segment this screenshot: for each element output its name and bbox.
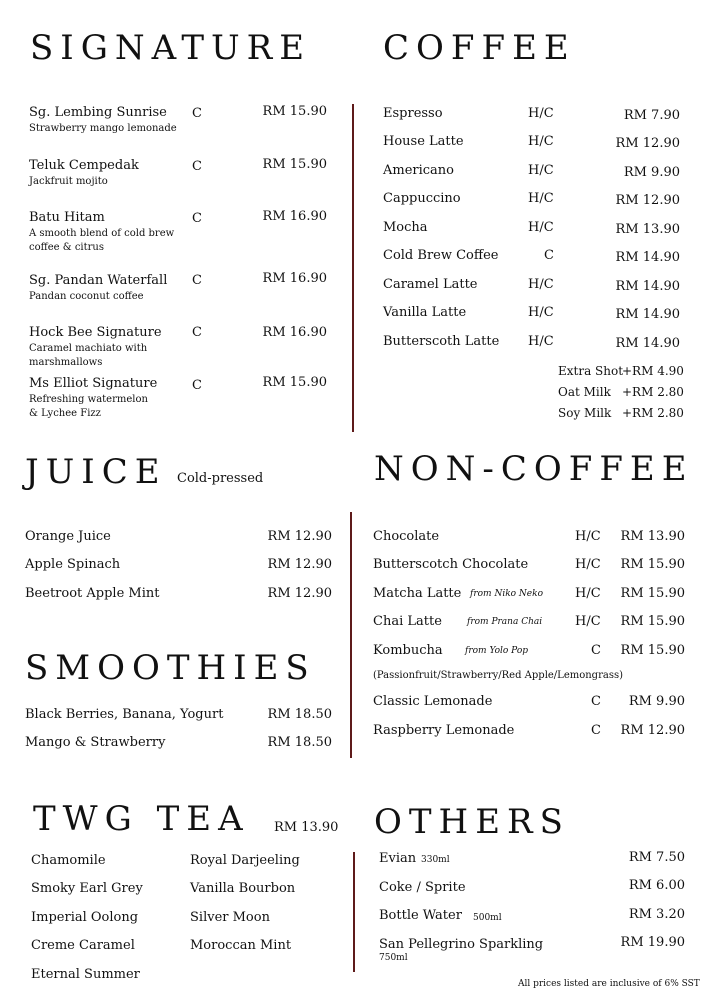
item-name: Bottle Water: [379, 908, 462, 923]
item-desc: Refreshing watermelon & Lychee Fizz: [29, 394, 148, 419]
item-name: Beetroot Apple Mint: [25, 586, 160, 601]
addon-name: Oat Milk: [558, 385, 611, 399]
juice-title: JUICE: [25, 452, 167, 492]
temp-label: H/C: [528, 134, 554, 149]
item-price: RM 16.90: [262, 325, 327, 340]
item-price: RM 13.90: [615, 222, 680, 237]
addon-price: +RM 2.80: [622, 385, 684, 399]
item-price: RM 7.90: [623, 108, 680, 123]
noncoffee-title: NON-COFFEE: [374, 449, 694, 489]
tea-name: Royal Darjeeling: [190, 853, 300, 868]
item-price: RM 14.90: [615, 250, 680, 265]
temp-label: C: [591, 643, 601, 658]
item-price: RM 3.20: [628, 907, 685, 922]
item-name: Chai Latte: [373, 614, 442, 629]
item-name: Kombucha: [373, 643, 443, 658]
temp-label: C: [192, 211, 202, 226]
item-price: RM 14.90: [615, 336, 680, 351]
item-name: Matcha Latte: [373, 586, 462, 601]
coffee-title: COFFEE: [383, 28, 576, 68]
item-name: Ms Elliot Signature: [29, 376, 158, 391]
item-name: Cold Brew Coffee: [383, 248, 499, 263]
temp-label: H/C: [528, 220, 554, 235]
item-name: Espresso: [383, 106, 443, 121]
twg-title: TWG TEA: [33, 799, 250, 839]
addon-name: Soy Milk: [558, 406, 612, 420]
item-price: RM 18.50: [267, 735, 332, 750]
item-price: RM 12.90: [267, 557, 332, 572]
item-desc: Jackfruit mojito: [29, 176, 108, 187]
item-name: Sg. Lembing Sunrise: [29, 105, 167, 120]
item-name: San Pellegrino Sparkling: [379, 937, 544, 952]
item-size: 500ml: [473, 913, 502, 923]
temp-label: C: [192, 273, 202, 288]
divider: [350, 512, 352, 758]
item-price: RM 12.90: [615, 136, 680, 151]
item-name: Classic Lemonade: [373, 694, 493, 709]
item-name: Evian: [379, 851, 417, 866]
item-price: RM 6.00: [628, 878, 685, 893]
others-title: OTHERS: [374, 802, 570, 842]
tea-name: Imperial Oolong: [31, 910, 139, 925]
temp-label: C: [192, 378, 202, 393]
item-source: from Prana Chai: [467, 617, 543, 627]
tea-name: Smoky Earl Grey: [31, 881, 143, 896]
item-price: RM 15.90: [620, 614, 685, 629]
item-price: RM 15.90: [262, 157, 327, 172]
item-price: RM 9.90: [623, 165, 680, 180]
item-name: Raspberry Lemonade: [373, 723, 515, 738]
item-name: Caramel Latte: [383, 277, 478, 292]
item-size: 330ml: [421, 855, 450, 865]
item-price: RM 14.90: [615, 307, 680, 322]
temp-label: C: [192, 325, 202, 340]
item-price: RM 19.90: [620, 935, 685, 950]
item-desc: A smooth blend of cold brew coffee & citrus: [29, 228, 175, 253]
item-name: Hock Bee Signature: [29, 325, 162, 340]
smoothies-title: SMOOTHIES: [25, 648, 316, 688]
item-price: RM 15.90: [620, 557, 685, 572]
item-desc: Pandan coconut coffee: [29, 291, 144, 302]
item-price: RM 7.50: [628, 850, 685, 865]
twg-price: RM 13.90: [274, 820, 339, 835]
temp-label: H/C: [528, 163, 554, 178]
item-price: RM 15.90: [262, 104, 327, 119]
item-price: RM 16.90: [262, 271, 327, 286]
item-name: Vanilla Latte: [383, 305, 467, 320]
item-price: RM 9.90: [628, 694, 685, 709]
divider: [353, 852, 355, 972]
kombucha-flavours: (Passionfruit/Strawberry/Red Apple/Lemongrass): [373, 670, 623, 681]
temp-label: C: [544, 248, 554, 263]
item-name: Sg. Pandan Waterfall: [29, 273, 168, 288]
addon-price: +RM 2.80: [622, 406, 684, 420]
item-name: House Latte: [383, 134, 464, 149]
item-name: Mocha: [383, 220, 428, 235]
tea-name: Creme Caramel: [31, 938, 135, 953]
temp-label: C: [192, 159, 202, 174]
item-name: Batu Hitam: [29, 210, 105, 225]
item-name: Black Berries, Banana, Yogurt: [25, 707, 224, 722]
item-name: Coke / Sprite: [379, 880, 466, 895]
item-name: Butterscoth Latte: [383, 334, 500, 349]
item-name: Orange Juice: [25, 529, 111, 544]
item-price: RM 15.90: [620, 643, 685, 658]
addon-price: +RM 4.90: [622, 364, 684, 378]
temp-label: C: [192, 106, 202, 121]
tea-name: Silver Moon: [190, 910, 270, 925]
divider: [352, 104, 354, 432]
temp-label: H/C: [528, 305, 554, 320]
signature-title: SIGNATURE: [30, 28, 312, 68]
tea-name: Chamomile: [31, 853, 106, 868]
item-desc: Strawberry mango lemonade: [29, 123, 177, 134]
tea-name: Vanilla Bourbon: [190, 881, 296, 896]
item-name: Cappuccino: [383, 191, 461, 206]
temp-label: H/C: [528, 191, 554, 206]
item-name: Mango & Strawberry: [25, 735, 166, 750]
item-price: RM 15.90: [262, 375, 327, 390]
temp-label: C: [591, 723, 601, 738]
temp-label: H/C: [528, 334, 554, 349]
tea-name: Moroccan Mint: [190, 938, 292, 953]
temp-label: H/C: [528, 106, 554, 121]
temp-label: H/C: [575, 557, 601, 572]
addon-name: Extra Shot: [558, 364, 624, 378]
item-source: from Niko Neko: [470, 589, 544, 599]
item-price: RM 12.90: [620, 723, 685, 738]
item-price: RM 12.90: [615, 193, 680, 208]
temp-label: C: [591, 694, 601, 709]
temp-label: H/C: [575, 614, 601, 629]
temp-label: H/C: [528, 277, 554, 292]
item-price: RM 15.90: [620, 586, 685, 601]
footer-note: All prices listed are inclusive of 6% SST: [518, 979, 700, 989]
item-price: RM 14.90: [615, 279, 680, 294]
tea-name: Eternal Summer: [31, 967, 140, 982]
temp-label: H/C: [575, 529, 601, 544]
item-name: Butterscotch Chocolate: [373, 557, 529, 572]
item-price: RM 13.90: [620, 529, 685, 544]
item-desc: Caramel machiato with marshmallows: [29, 343, 148, 368]
juice-subtitle: Cold-pressed: [177, 471, 264, 486]
item-price: RM 16.90: [262, 209, 327, 224]
item-price: RM 12.90: [267, 586, 332, 601]
item-name: Teluk Cempedak: [29, 158, 139, 173]
item-price: RM 12.90: [267, 529, 332, 544]
item-size: 750ml: [379, 953, 408, 963]
item-name: Americano: [383, 163, 455, 178]
temp-label: H/C: [575, 586, 601, 601]
item-name: Chocolate: [373, 529, 440, 544]
item-source: from Yolo Pop: [465, 646, 529, 656]
item-price: RM 18.50: [267, 707, 332, 722]
item-name: Apple Spinach: [25, 557, 121, 572]
